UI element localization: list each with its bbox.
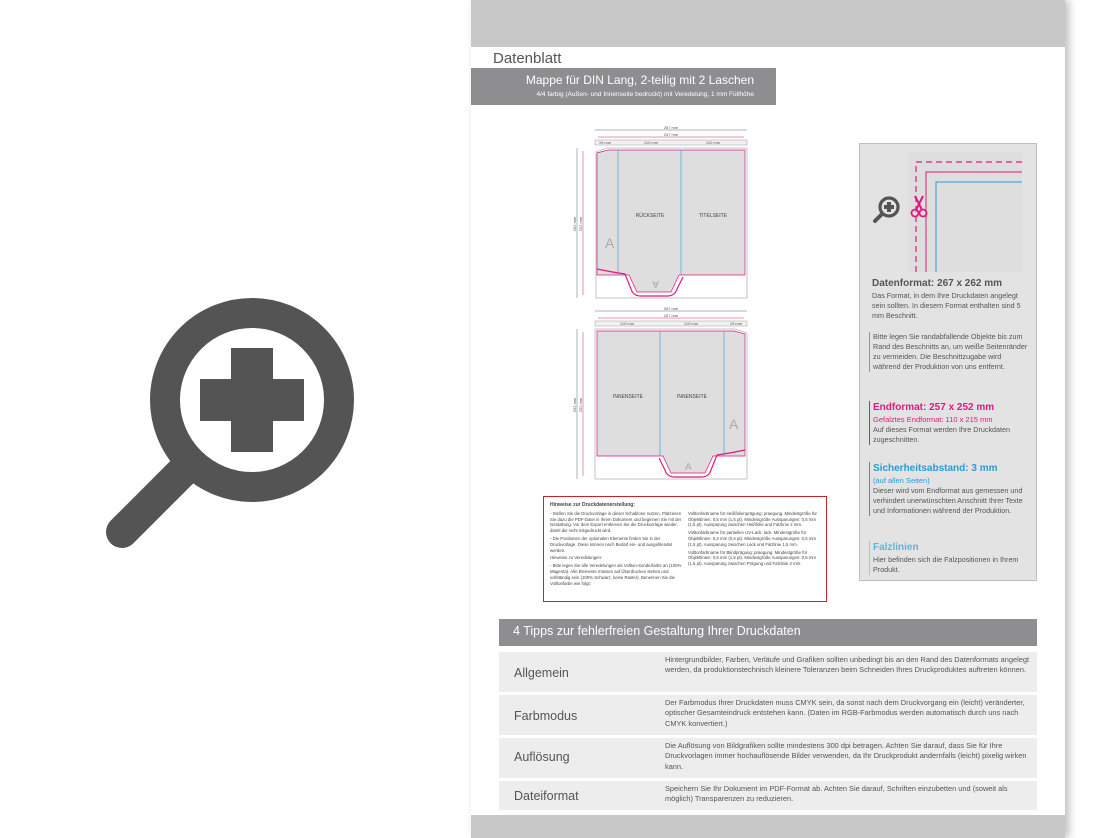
end-format-subtitle: Gefalztes Endformat: 110 x 215 mm [873,414,993,424]
diagram-inner-side [571,305,761,485]
panel-label-front: TITELSEITE [698,213,728,219]
hint-text: Volltonfarbname für Heißfolienprägung: praegung. Mindestgröße für Objektlinien: 0,5 mm (1,5 pt). Mindestgröße Aussparungen: 0,5 mm (1,5 pt). Aussparung zwischen Heißfolie und Falzlinie 2 mm. [688,510,817,528]
info-bleed [869,332,1029,372]
tip-name: Dateiformat [514,789,579,803]
bottom-band [471,815,1065,838]
dim-width-total: 267 mm [663,125,679,130]
info-fold-lines [869,541,1029,575]
info-safety-margin [869,462,1029,516]
tip-text: Der Farbmodus Ihrer Druckdaten muss CMYK sein, da sonst nach dem Druckvorgang ein (leicht) veränderter, optischer Gesamteindruck entstehen kann. (Daten im RGB-Farbmodus werden automatisch durch uns nach CMYK konvertiert.) [665,698,1025,728]
hint-text: Hinweise zu Veredelungen: [550,555,603,561]
hint-text: - Bitte legen Sie alle Veredelungen als Vollton-Sonderfarbe an (100% Magenta). Alle Elemente müssen auf Überdrucken stehen und vollständig sein (100% Schwarz, keine Raster). Benennen Sie die Volltonfarbe wie folgt: [550,563,682,586]
product-header [471,68,776,105]
hint-text: Volltonfarbname für partiellen UV-Lack: lack. Mindestgröße für Objektlinien: 0,2 mm (0,6 pt). Mindestgröße Aussparungen: 0,5 mm (1,5 pt). Aussparung zwischen Lack und Falzlinie 1,5 mm. [688,530,817,547]
scissors-icon [910,194,928,218]
dim-seg-mid: 110 mm [643,140,659,145]
tip-text: Hintergrundbilder, Farben, Verläufe und Grafiken sollten unbedingt bis an den Rand des Datenformats angelegt werden, da produktionstechnisch kleinere Toleranzen beim Schneiden Ihres Druckproduktes auftreten können. [665,655,1030,675]
diagram-outer-side [571,124,761,304]
tip-text: Die Auflösung von Bildgrafiken sollte mindestens 300 dpi betragen. Achten Sie darauf, dass Sie für Ihre Druckvorlagen immer hochauflösende Bilder verwenden, da Ihr Druckprodukt andernfalls (leicht) pixelig wirken kann. [665,741,1027,771]
dim-width-inner-2: 257 mm [663,313,679,318]
dim-seg-left: 19 mm [598,140,612,145]
tips-header: 4 Tipps zur fehlerfreien Gestaltung Ihrer Druckdaten [499,619,1037,646]
marker-a-left: A [605,235,615,251]
data-format-text: Das Format, in dem Ihre Druckdaten angelegt sein sollten. In diesem Format enthalten sind 5 mm Beschnitt. [872,290,1021,320]
dim-height-inner-2: 252 mm [578,397,583,413]
marker-a-right: A [729,416,739,432]
hints-title: Hinweise zur Druckdatenerstellung: [550,502,636,508]
dim-seg-left-2: 110 mm [619,321,635,326]
tip-row [499,738,1037,778]
hint-text: - Stellen Sie die Druckvorlage in dieser Schablone nutzen. Platzieren Sie dazu die PDF-Datei in Ihrem Dokument und beginnen Sie mit der Gestaltung. Vor dem Export entfernen Sie die Druckvorlage wieder, damit die nicht mitgedruckt wird. [550,510,682,534]
zoom-in-icon[interactable] [100,150,360,550]
dim-seg-right-2: 19 mm [729,321,743,326]
dim-seg-mid-2: 110 mm [683,321,699,326]
dim-width-inner: 257 mm [663,132,679,137]
bleed-text: Bitte legen Sie randabfallende Objekte bis zum Rand des Beschnitts an, um weiße Seitenränder zu vermeiden. Die Beschnittzugabe wird während der Produktion von uns entfernt. [873,332,1028,371]
dim-seg-right: 110 mm [705,140,721,145]
tip-name: Farbmodus [514,709,578,723]
tip-name: Allgemein [514,666,569,680]
product-spec: 4/4 farbig (Außen- und Innenseite bedruckt) mit Veredelung, 1 mm Füllhöhe [536,91,754,98]
tip-row [499,652,1037,692]
info-end-format [869,401,1029,445]
dim-height-inner: 252 mm [578,216,583,232]
tip-text: Speichern Sie Ihr Dokument im PDF-Format ab. Achten Sie darauf, Schriften einzubetten und (soweit als möglich) Transparenzen zu reduzieren. [665,784,1008,804]
dim-height-total-2: 262 mm [572,397,577,413]
end-format-title: Endformat: 257 x 252 mm [873,402,995,413]
marker-a-bottom-2: A [685,462,692,473]
hints-column-left [550,511,682,589]
hint-text: Volltonfarbname für Blindprägung: praegung. Mindestgröße für Objektlinien: 0,5 mm (1,5 pt). Mindestgröße Aussparungen: 0,5 mm (1,5 pt). Aussparung zwischen Prägung und Falzlinie 2 mm. [688,549,817,567]
print-data-hints [543,496,827,602]
safety-margin-subtitle: (auf allen Seiten) [873,475,930,485]
dim-width-total-2: 267 mm [663,306,679,311]
dim-height-total: 262 mm [572,216,577,232]
datasheet-page [471,0,1065,838]
info-data-format [872,277,1032,321]
fold-lines-text: Hier befinden sich die Falzpositionen in Ihrem Produkt. [873,554,1019,574]
top-band [471,0,1065,47]
product-subtitle: Mappe für DIN Lang, 2-teilig mit 2 Laschen [525,73,754,87]
tip-name: Auflösung [514,750,570,764]
tip-row [499,695,1037,735]
safety-margin-title: Sicherheitsabstand: 3 mm [873,463,998,474]
panel-label-back: RÜCKSEITE [635,213,665,219]
hint-text: - Die Positionen der optionalen Elemente finden Sie in der Druckvorlage. Diese können nach Bedarf ein- und ausgeblendet werden. [550,535,673,553]
fold-lines-title: Falzlinien [873,542,919,553]
hints-column-right [688,511,820,589]
page-title: Datenblatt [471,47,591,68]
safety-margin-text: Dieser wird vom Endformat aus gemessen und verhindert unerwünschten Anschnitt Ihrer Texte und Informationen während der Produktion. [873,486,1023,516]
marker-a-bottom: A [652,278,659,289]
panel-label-inner-left: INNENSEITE [612,394,644,400]
tip-row [499,781,1037,810]
panel-label-inner-right: INNENSEITE [676,394,708,400]
end-format-text: Auf dieses Format werden Ihre Druckdaten zugeschnitten. [873,425,1011,445]
data-format-title: Datenformat: 267 x 262 mm [872,278,1003,289]
zoom-in-icon[interactable] [872,194,902,224]
format-info-panel [859,143,1037,581]
